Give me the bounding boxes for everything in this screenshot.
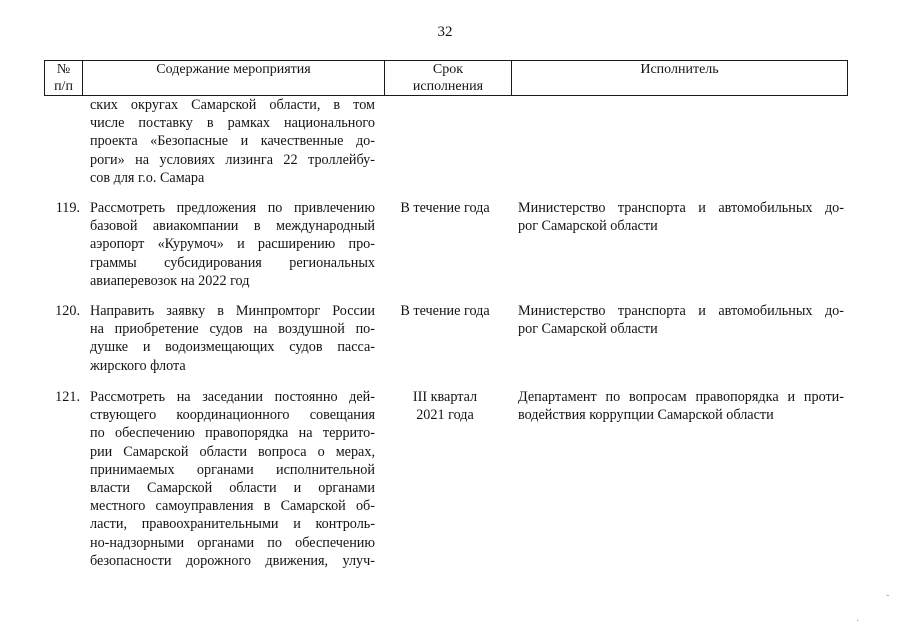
content-line: Рассмотреть на заседании постоянно дей- xyxy=(90,389,375,405)
header-content xyxy=(83,61,385,96)
row-content xyxy=(90,302,375,375)
content-line: ских округах Самарской области, в том xyxy=(90,97,375,113)
scan-speck: · xyxy=(856,616,860,627)
row-deadline xyxy=(390,302,500,320)
row-content xyxy=(90,96,375,187)
content-line: рии Самарской области вопроса о мерах, xyxy=(90,443,375,460)
executor-line: водействия коррупции Самарской области xyxy=(518,407,774,424)
row-executor xyxy=(518,302,844,338)
content-line: жирского флота xyxy=(90,357,186,374)
row-executor xyxy=(518,388,844,424)
content-line: на приобретение судов на воздушной по- xyxy=(90,321,375,338)
content-line: базовой авиакомпании в международный xyxy=(90,218,375,235)
header-executor xyxy=(512,61,848,96)
header-num xyxy=(45,61,83,96)
content-line: ствующего координационного совещания xyxy=(90,407,375,424)
table-row-121 xyxy=(0,388,904,572)
row-deadline xyxy=(390,199,500,217)
executor-line: Министерство транспорта и автомобильных до- xyxy=(518,303,844,319)
content-line: ласти, правоохранительными и контроль- xyxy=(90,516,375,533)
page-number: 32 xyxy=(437,24,453,40)
row-number: 121. xyxy=(55,389,80,405)
table-row-119 xyxy=(0,199,904,291)
header-num-line-1: № xyxy=(56,62,71,77)
table-row-120 xyxy=(0,302,904,378)
content-line: но-надзорными органами по обеспечению xyxy=(90,534,375,551)
content-line: авиаперевозок на 2022 год xyxy=(90,272,250,289)
header-deadline-line-2: исполнения xyxy=(412,79,484,94)
row-content xyxy=(90,388,375,570)
content-line: по обеспечению правопорядка на террито- xyxy=(90,425,375,442)
header-executor-label: Исполнитель xyxy=(640,62,719,77)
header-deadline-line-1: Срок xyxy=(432,62,464,77)
content-line: Рассмотреть предложения по привлечению xyxy=(90,200,375,216)
content-line: безопасности дорожного движения, улуч- xyxy=(90,552,375,569)
executor-line: рог Самарской области xyxy=(518,218,658,235)
content-line: проекта «Безопасные и качественные до- xyxy=(90,133,375,150)
deadline-line: 2021 года xyxy=(416,407,474,424)
content-line: роги» на условиях лизинга 22 троллейбу- xyxy=(90,151,375,168)
content-line: аэропорт «Курумоч» и расширению про- xyxy=(90,236,375,253)
row-content xyxy=(90,199,375,290)
row-number: 119. xyxy=(55,200,80,216)
table-header xyxy=(44,60,848,96)
content-line: сов для г.о. Самара xyxy=(90,169,205,186)
table-row-continuation xyxy=(0,96,904,196)
deadline-line: В течение года xyxy=(400,303,490,319)
header-content-label: Содержание мероприятия xyxy=(156,62,311,77)
content-line: граммы субсидирования региональных xyxy=(90,254,375,271)
row-deadline xyxy=(390,388,500,424)
deadline-line: В течение года xyxy=(400,200,490,216)
row-number: 120. xyxy=(55,303,80,319)
content-line: числе поставку в рамках национального xyxy=(90,115,375,132)
content-line: принимаемых органами исполнительной xyxy=(90,461,375,478)
header-num-line-2: п/п xyxy=(54,79,73,94)
content-line: Направить заявку в Минпромторг России xyxy=(90,303,375,319)
header-deadline xyxy=(385,61,512,96)
content-line: местного самоуправления в Самарской об- xyxy=(90,498,375,515)
executor-line: Министерство транспорта и автомобильных до- xyxy=(518,200,844,216)
deadline-line: III квартал xyxy=(412,389,478,405)
content-line: власти Самарской области и органами xyxy=(90,480,375,497)
executor-line: Департамент по вопросам правопорядка и проти- xyxy=(518,389,844,405)
row-executor xyxy=(518,199,844,235)
executor-line: рог Самарской области xyxy=(518,321,658,338)
content-line: душке и водоизмещающих судов пасса- xyxy=(90,339,375,356)
scan-speck: - xyxy=(886,590,890,601)
